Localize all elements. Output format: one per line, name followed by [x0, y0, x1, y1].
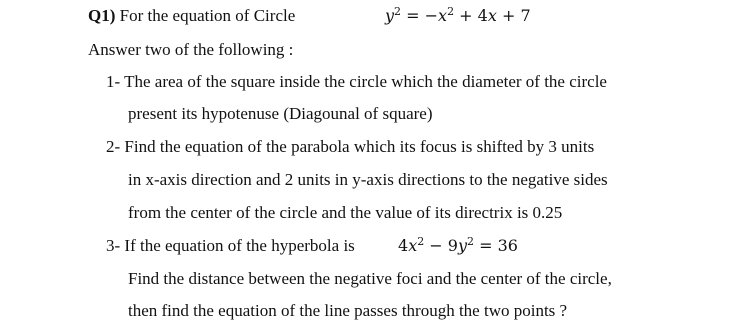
item-1-line-2: present its hypotenuse (Diagounal of square)	[128, 104, 433, 123]
item-number: 1-	[106, 72, 121, 91]
item-number: 2-	[106, 137, 121, 156]
item-number: 3-	[106, 236, 121, 255]
question-prompt: For the equation of Circle	[119, 6, 296, 25]
hyperbola-equation: $4x^2 - 9y^2 = 36$	[398, 235, 518, 255]
instruction: Answer two of the following :	[88, 40, 294, 59]
item-3-line-3: then find the equation of the line passes through the two points ?	[128, 301, 568, 320]
item-2-line-2: in x-axis direction and 2 units in y-axis directions to the negative sides	[128, 170, 608, 189]
item-1-line-1: 1- The area of the square inside the circle which the diameter of the circle	[106, 72, 607, 91]
item-2-line-1: 2- Find the equation of the parabola which its focus is shifted by 3 units	[106, 137, 595, 156]
item-3-line-1: 3- If the equation of the hyperbola is	[106, 236, 355, 255]
question-label: Q1)	[88, 6, 116, 25]
item-2-line-3: from the center of the circle and the value of its directrix is 0.25	[128, 203, 563, 222]
circle-equation: $y^2 = -x^2 + 4x + 7$	[385, 5, 531, 25]
question-header	[88, 6, 295, 26]
item-3-line-2: Find the distance between the negative foci and the center of the circle,	[128, 269, 612, 288]
